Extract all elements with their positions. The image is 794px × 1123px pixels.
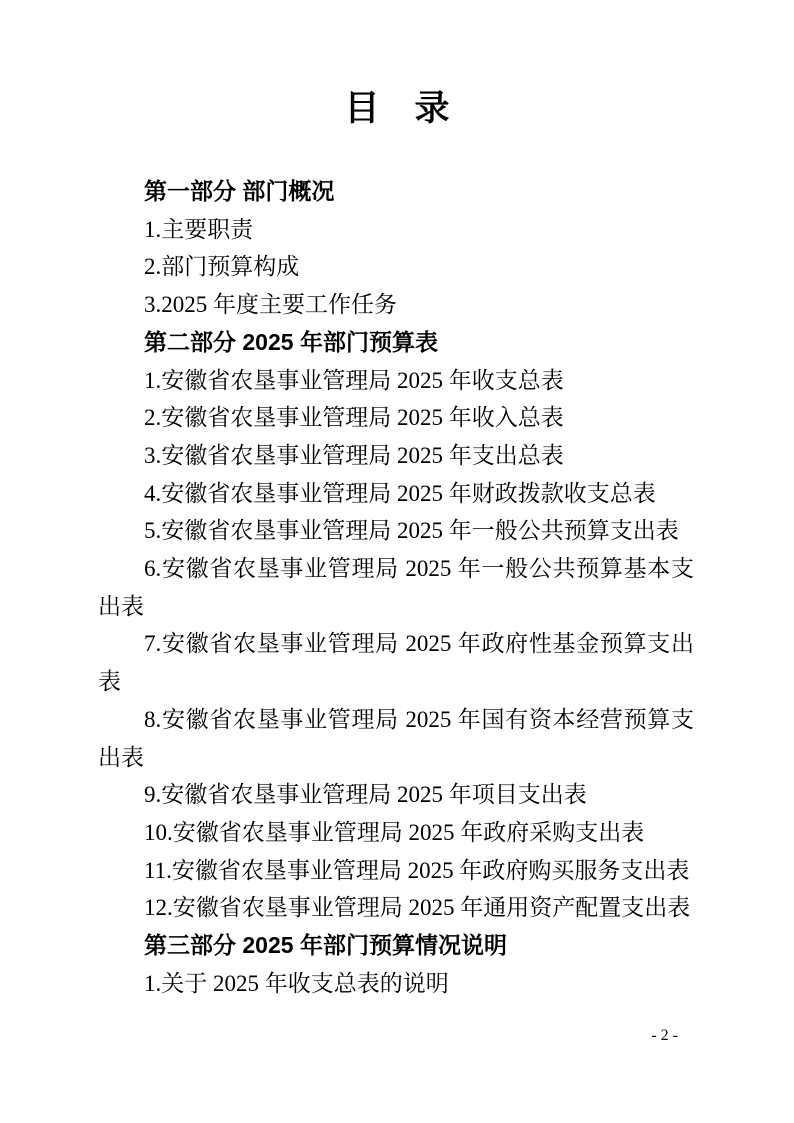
page-number: - 2 -	[651, 1027, 678, 1044]
toc-item: 10.安徽省农垦事业管理局 2025 年政府采购支出表	[144, 819, 645, 845]
toc-item: 7.安徽省农垦事业管理局 2025 年政府性基金预算支出表	[98, 631, 694, 695]
toc-item: 4.安徽省农垦事业管理局 2025 年财政拨款收支总表	[144, 480, 656, 506]
toc-item: 3.安徽省农垦事业管理局 2025 年支出总表	[144, 442, 564, 468]
toc-item: 2.安徽省农垦事业管理局 2025 年收入总表	[144, 405, 564, 431]
toc-item: 3.2025 年度主要工作任务	[144, 292, 397, 318]
toc-item: 8.安徽省农垦事业管理局 2025 年国有资本经营预算支出表	[98, 706, 694, 770]
toc-section-heading: 第二部分 2025 年部门预算表	[144, 328, 438, 355]
toc-item: 11.安徽省农垦事业管理局 2025 年政府购买服务支出表	[144, 857, 690, 883]
toc-section-heading: 第三部分 2025 年部门预算情况说明	[144, 932, 507, 959]
toc-item: 2.部门预算构成	[144, 254, 300, 280]
toc-item: 5.安徽省农垦事业管理局 2025 年一般公共预算支出表	[144, 518, 679, 544]
page-title: 目 录	[344, 89, 450, 128]
toc-item: 12.安徽省农垦事业管理局 2025 年通用资产配置支出表	[144, 895, 691, 921]
toc-item: 6.安徽省农垦事业管理局 2025 年一般公共预算基本支出表	[98, 556, 694, 619]
toc-section-heading: 第一部分 部门概况	[144, 178, 335, 204]
toc-item: 1.主要职责	[144, 216, 254, 242]
toc-item: 1.关于 2025 年收支总表的说明	[144, 970, 449, 996]
toc-item: 1.安徽省农垦事业管理局 2025 年收支总表	[144, 367, 564, 393]
table-of-contents	[0, 173, 794, 1002]
toc-item: 9.安徽省农垦事业管理局 2025 年项目支出表	[144, 782, 587, 808]
